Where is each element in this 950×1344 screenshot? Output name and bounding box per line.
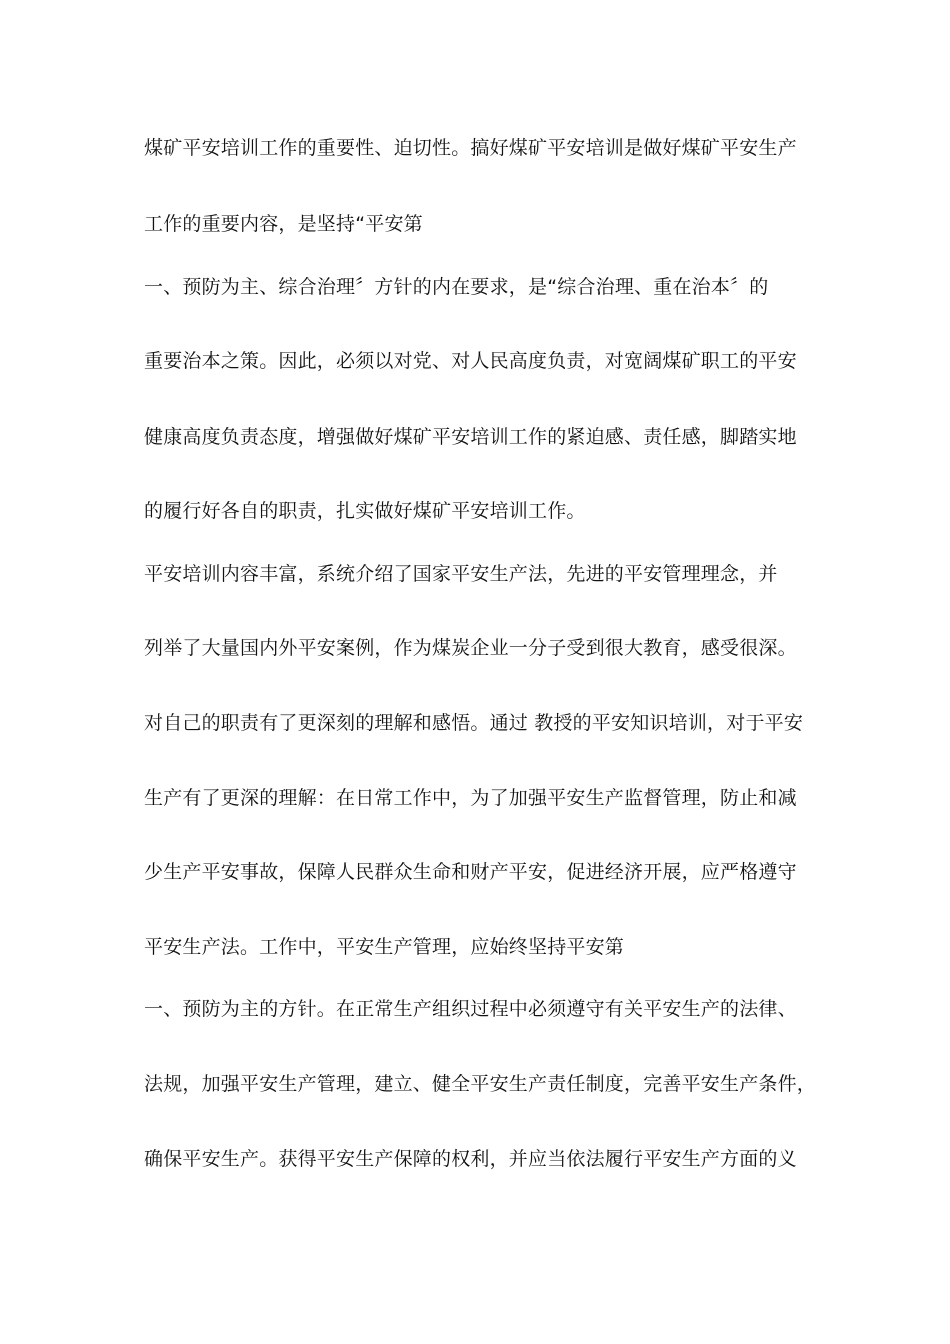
text-line: 少生产平安事故，保障人民群众生命和财产平安，促进经济开展，应严格遵守: [144, 861, 797, 883]
text-line: 法规，加强平安生产管理，建立、健全平安生产责任制度，完善平安生产条件，: [144, 1073, 817, 1095]
text-line: 对自己的职责有了更深刻的理解和感悟。通过 教授的平安知识培训，对于平安: [144, 712, 804, 734]
text-line: 一、预防为主、综合治理〞方针的内在要求，是“综合治理、重在治本〞的: [144, 276, 769, 298]
text-line: 的履行好各自的职责，扎实做好煤矿平安培训工作。: [144, 500, 586, 522]
text-line: 确保平安生产。获得平安生产保障的权利，并应当依法履行平安生产方面的义: [144, 1148, 797, 1170]
text-line: 平安生产法。工作中，平安生产管理，应始终坚持平安第: [144, 936, 625, 958]
text-line: 重要治本之策。因此，必须以对党、对人民高度负责，对宽阔煤矿职工的平安: [144, 350, 797, 372]
text-line: 生产有了更深的理解：在日常工作中，为了加强平安生产监督管理，防止和减: [144, 787, 797, 809]
text-line: 一、预防为主的方针。在正常生产组织过程中必须遵守有关平安生产的法律、: [144, 998, 797, 1020]
text-line: 工作的重要内容，是坚持“平安第: [144, 213, 423, 235]
text-line: 平安培训内容丰富，系统介绍了国家平安生产法，先进的平安管理理念，并: [144, 563, 778, 585]
text-line: 列举了大量国内外平安案例，作为煤炭企业一分子受到很大教育，感受很深。: [144, 637, 797, 659]
text-line: 煤矿平安培训工作的重要性、迫切性。搞好煤矿平安培训是做好煤矿平安生产: [144, 137, 797, 159]
text-line: 健康高度负责态度，增强做好煤矿平安培训工作的紧迫感、责任感，脚踏实地: [144, 426, 797, 448]
